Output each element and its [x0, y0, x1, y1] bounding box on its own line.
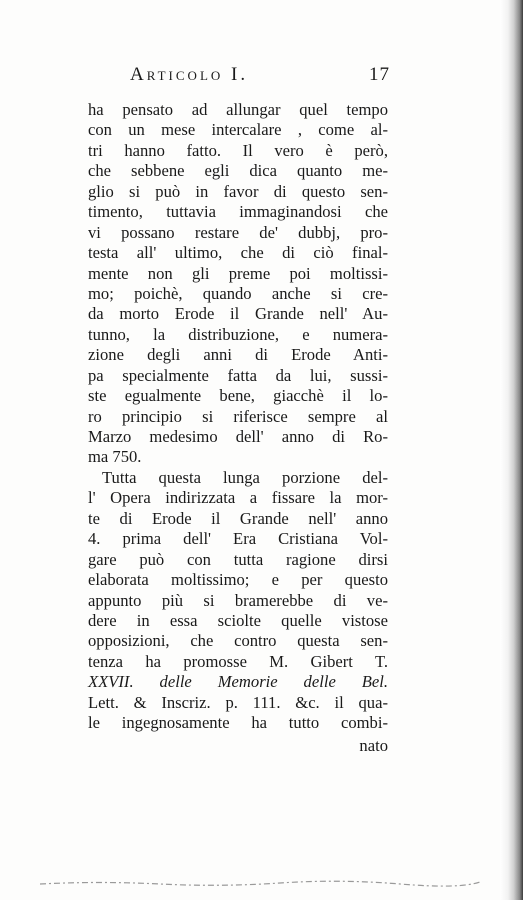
- text-line: gare può con tutta ragione dirsi: [88, 549, 388, 569]
- text-line: pa specialmente fatta da lui, sussi-: [88, 365, 388, 385]
- text-line: glio si può in favor di questo sen-: [88, 181, 388, 201]
- text-line: ste egualmente bene, giacchè il lo-: [88, 386, 388, 406]
- text-line: 4. prima dell' Era Cristiana Vol-: [88, 529, 388, 549]
- text-line: Tutta questa lunga porzione del-: [102, 467, 388, 487]
- text-line: da morto Erode il Grande nell' Au-: [88, 304, 388, 324]
- body-text: [88, 100, 388, 756]
- text-line: zione degli anni di Erode Anti-: [88, 345, 388, 365]
- page-gutter-shadow: [500, 0, 523, 900]
- running-head-title: Articolo I.: [130, 64, 249, 85]
- text-line: tri hanno fatto. Il vero è però,: [88, 140, 388, 160]
- text-line: testa all' ultimo, che di ciò final-: [88, 243, 388, 263]
- text-line: te di Erode il Grande nell' anno: [88, 508, 388, 528]
- text-line: con un mese intercalare , come al-: [88, 120, 388, 140]
- text-line: che sebbene egli dica quanto me-: [88, 161, 388, 181]
- text-line: le ingegnosamente ha tutto combi-: [88, 713, 388, 733]
- text-line: timento, tuttavia immaginandosi che: [88, 202, 388, 222]
- text-line: XXVII. delle Memorie delle Bel.: [88, 672, 388, 692]
- text-line: mente non gli preme poi moltissi-: [88, 263, 388, 283]
- text-line: tunno, la distribuzione, e numera-: [88, 324, 388, 344]
- text-line: ro principio si riferisce sempre al: [88, 406, 388, 426]
- text-line: elaborata moltissimo; e per questo: [88, 570, 388, 590]
- text-line: appunto più si bramerebbe di ve-: [88, 590, 388, 610]
- running-head: [130, 64, 390, 90]
- text-line: mo; poichè, quando anche si cre-: [88, 283, 388, 303]
- edge-smudge-decoration: [40, 878, 480, 888]
- text-line: opposizioni, che contro questa sen-: [88, 631, 388, 651]
- text-line: vi possano restare de' dubbj, pro-: [88, 222, 388, 242]
- text-line: Marzo medesimo dell' anno di Ro-: [88, 427, 388, 446]
- catchword: nato: [359, 735, 388, 755]
- text-line: tenza ha promosse M. Gibert T.: [88, 651, 388, 671]
- page-number: 17: [369, 64, 390, 85]
- text-line: Lett. & Inscriz. p. 111. &c. il qua-: [88, 692, 388, 712]
- text-line: ha pensato ad allungar quel tempo: [88, 100, 388, 119]
- text-line: l' Opera indirizzata a fissare la mor-: [88, 488, 388, 508]
- text-line: ma 750.: [88, 447, 142, 467]
- text-line: dere in essa sciolte quelle vistose: [88, 610, 388, 630]
